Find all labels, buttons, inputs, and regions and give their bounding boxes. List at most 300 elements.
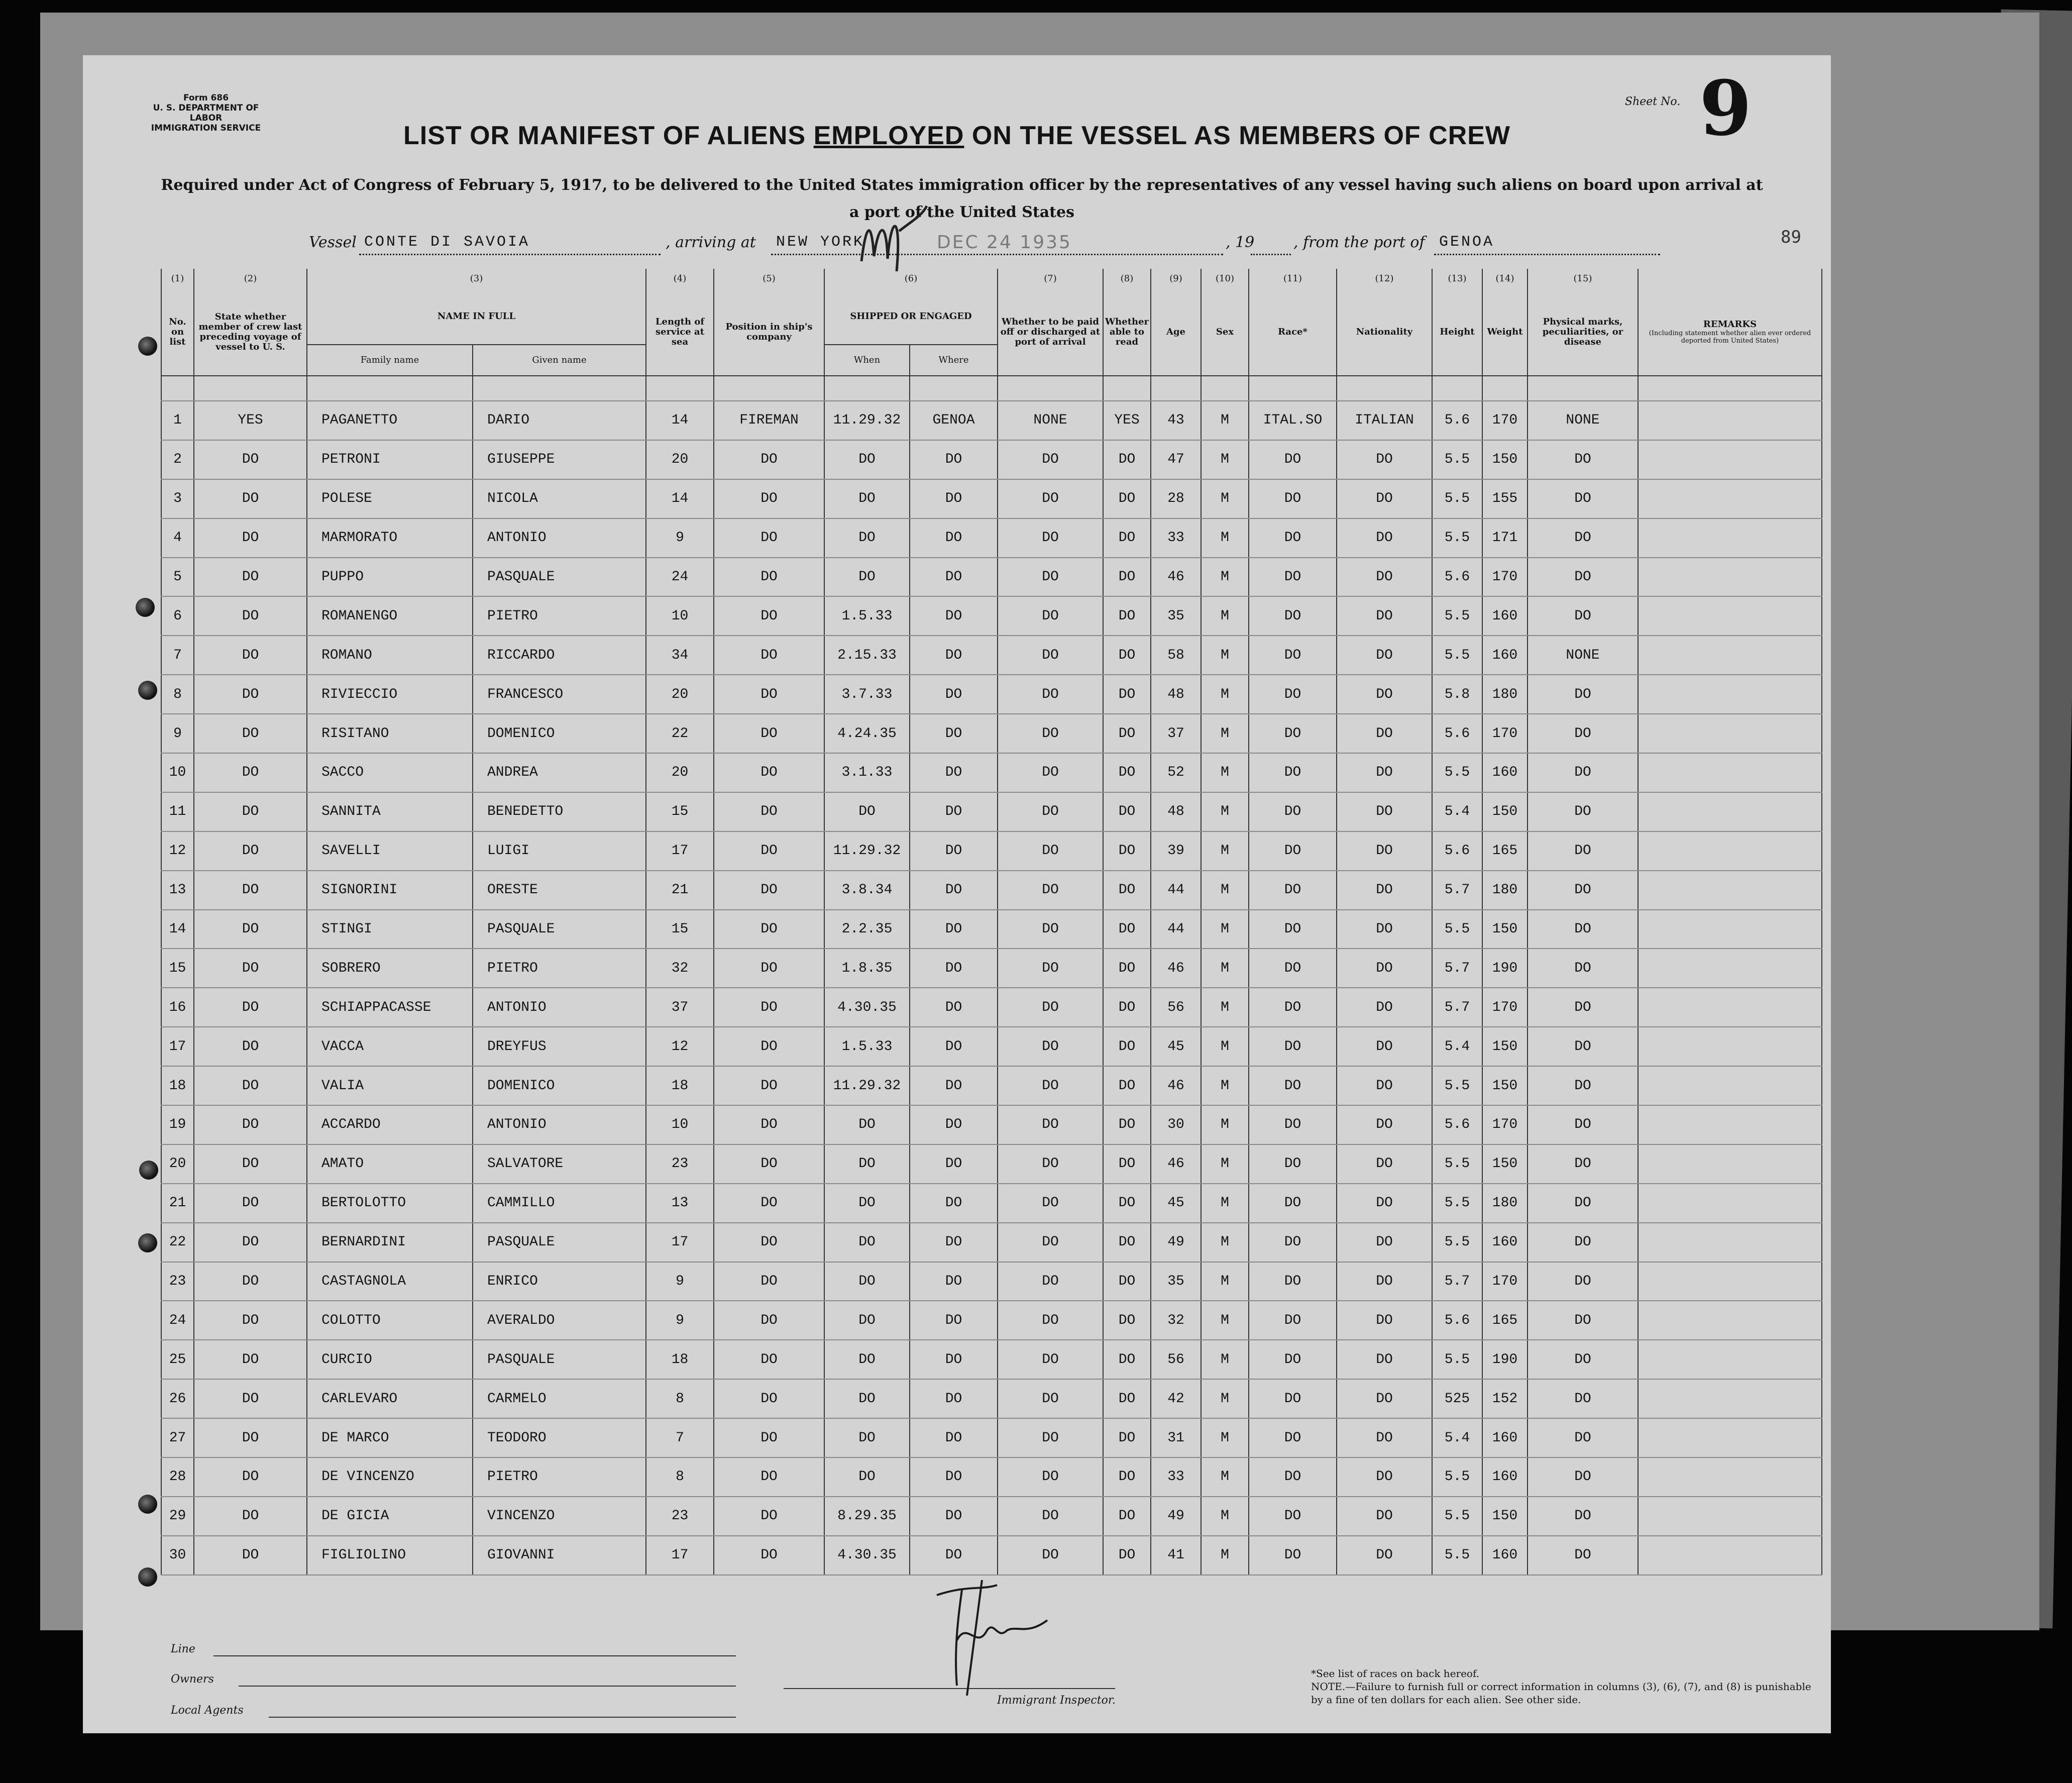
cell-where: DO: [910, 1066, 998, 1105]
cell-no: 3: [161, 479, 194, 518]
cell-remarks: [1638, 1301, 1822, 1340]
cell-position: DO: [714, 1536, 824, 1575]
cell-service: 14: [646, 401, 714, 440]
cell-weight: 150: [1482, 440, 1528, 479]
cell-sex: M: [1201, 949, 1249, 988]
cell-race: DO: [1249, 1027, 1337, 1066]
cell-weight: 160: [1482, 596, 1528, 636]
cell-age: 30: [1151, 1105, 1201, 1144]
table-row: [161, 1066, 1822, 1105]
cell-position: DO: [714, 910, 824, 949]
cell-given-name: ENRICO: [473, 1262, 646, 1301]
cell-given-name: ORESTE: [473, 871, 646, 910]
cell-race: DO: [1249, 1301, 1337, 1340]
cell-service: 12: [646, 1027, 714, 1066]
cell-age: 33: [1151, 518, 1201, 558]
cell-position: DO: [714, 1066, 824, 1105]
punch-hole: [139, 1161, 158, 1180]
cell-remarks: [1638, 831, 1822, 871]
cell-given-name: LUIGI: [473, 831, 646, 871]
cell-age: 46: [1151, 1144, 1201, 1184]
cell-previous-voyage: DO: [194, 636, 307, 675]
cell-remarks: [1638, 1536, 1822, 1575]
cell-remarks: [1638, 675, 1822, 714]
cell-weight: 160: [1482, 1223, 1528, 1262]
cell-race: DO: [1249, 1418, 1337, 1457]
cell-height: 5.6: [1432, 714, 1482, 753]
cell-service: 22: [646, 714, 714, 753]
header-nationality: Nationality: [1337, 289, 1432, 376]
cell-age: 39: [1151, 831, 1201, 871]
table-row: [161, 1223, 1822, 1262]
cell-race: DO: [1249, 675, 1337, 714]
cell-family-name: PETRONI: [307, 440, 473, 479]
header-remarks: [1638, 289, 1822, 376]
cell-age: 35: [1151, 596, 1201, 636]
cell-previous-voyage: DO: [194, 1027, 307, 1066]
cell-service: 17: [646, 1536, 714, 1575]
cell-where: DO: [910, 636, 998, 675]
cell-previous-voyage: DO: [194, 440, 307, 479]
cell-age: 49: [1151, 1223, 1201, 1262]
cell-given-name: SALVATORE: [473, 1144, 646, 1184]
cell-height: 5.5: [1432, 1223, 1482, 1262]
cell-given-name: GIUSEPPE: [473, 440, 646, 479]
cell-no: 12: [161, 831, 194, 871]
col-num-14: (14): [1482, 269, 1528, 289]
cell-sex: M: [1201, 1223, 1249, 1262]
col-num-1: (1): [161, 269, 194, 289]
cell-given-name: PASQUALE: [473, 1223, 646, 1262]
from-port-line: [1434, 254, 1660, 255]
col-num-3: (3): [307, 269, 646, 289]
cell-age: 48: [1151, 792, 1201, 831]
cell-height: 5.6: [1432, 1301, 1482, 1340]
cell-where: DO: [910, 1144, 998, 1184]
cell-read: DO: [1103, 675, 1151, 714]
cell-service: 8: [646, 1379, 714, 1418]
cell-where: DO: [910, 558, 998, 597]
cell-read: DO: [1103, 1144, 1151, 1184]
footnote: [1311, 1667, 1823, 1706]
table-row: [161, 1184, 1822, 1223]
cell-read: DO: [1103, 1066, 1151, 1105]
cell-where: DO: [910, 871, 998, 910]
cell-when: 3.7.33: [824, 675, 910, 714]
cell-height: 5.4: [1432, 1418, 1482, 1457]
cell-weight: 160: [1482, 636, 1528, 675]
cell-given-name: NICOLA: [473, 479, 646, 518]
header-position: Position in ship's company: [714, 289, 824, 376]
cell-family-name: BERNARDINI: [307, 1223, 473, 1262]
cell-nationality: DO: [1337, 1497, 1432, 1536]
cell-paid-off: DO: [998, 1418, 1103, 1457]
table-row: [161, 1497, 1822, 1536]
cell-remarks: [1638, 871, 1822, 910]
table-row: [161, 479, 1822, 518]
cell-weight: 155: [1482, 479, 1528, 518]
table-row: [161, 558, 1822, 597]
cell-when: 11.29.32: [824, 831, 910, 871]
cell-race: DO: [1249, 518, 1337, 558]
cell-nationality: DO: [1337, 1379, 1432, 1418]
cell-marks: DO: [1528, 558, 1638, 597]
cell-nationality: DO: [1337, 792, 1432, 831]
cell-remarks: [1638, 636, 1822, 675]
cell-sex: M: [1201, 401, 1249, 440]
cell-age: 33: [1151, 1457, 1201, 1497]
cell-family-name: RIVIECCIO: [307, 675, 473, 714]
cell-paid-off: DO: [998, 988, 1103, 1027]
cell-weight: 165: [1482, 1301, 1528, 1340]
cell-remarks: [1638, 949, 1822, 988]
cell-marks: DO: [1528, 714, 1638, 753]
cell-marks: DO: [1528, 1379, 1638, 1418]
cell-race: DO: [1249, 1379, 1337, 1418]
cell-when: DO: [824, 1379, 910, 1418]
cell-sex: M: [1201, 596, 1249, 636]
header-where: Where: [910, 345, 998, 376]
cell-when: DO: [824, 1418, 910, 1457]
cell-weight: 170: [1482, 558, 1528, 597]
cell-remarks: [1638, 518, 1822, 558]
cell-paid-off: DO: [998, 831, 1103, 871]
cell-no: 6: [161, 596, 194, 636]
cell-sex: M: [1201, 1457, 1249, 1497]
cell-read: DO: [1103, 1497, 1151, 1536]
page-title: [83, 121, 1831, 151]
cell-given-name: PASQUALE: [473, 910, 646, 949]
cell-position: DO: [714, 596, 824, 636]
cell-previous-voyage: DO: [194, 753, 307, 792]
cell-family-name: SOBRERO: [307, 949, 473, 988]
header-no-on-list: No. on list: [161, 289, 194, 376]
cell-age: 56: [1151, 1340, 1201, 1379]
cell-weight: 165: [1482, 831, 1528, 871]
cell-position: DO: [714, 518, 824, 558]
cell-when: DO: [824, 1223, 910, 1262]
table-row: [161, 988, 1822, 1027]
cell-sex: M: [1201, 518, 1249, 558]
table-row: [161, 753, 1822, 792]
cell-when: DO: [824, 1105, 910, 1144]
cell-family-name: RISITANO: [307, 714, 473, 753]
cell-race: DO: [1249, 479, 1337, 518]
cell-no: 2: [161, 440, 194, 479]
cell-service: 14: [646, 479, 714, 518]
cell-sex: M: [1201, 1418, 1249, 1457]
cell-where: DO: [910, 1340, 998, 1379]
cell-sex: M: [1201, 1497, 1249, 1536]
cell-sex: M: [1201, 792, 1249, 831]
col-num-6: (6): [824, 269, 998, 289]
cell-remarks: [1638, 1262, 1822, 1301]
cell-weight: 150: [1482, 1144, 1528, 1184]
cell-marks: DO: [1528, 871, 1638, 910]
cell-paid-off: DO: [998, 440, 1103, 479]
cell-where: GENOA: [910, 401, 998, 440]
cell-no: 29: [161, 1497, 194, 1536]
cell-nationality: DO: [1337, 1262, 1432, 1301]
local-agents-label: Local Agents: [171, 1704, 244, 1717]
table-row: [161, 636, 1822, 675]
header-name-in-full: NAME IN FULL: [307, 289, 646, 345]
cell-marks: DO: [1528, 1497, 1638, 1536]
cell-race: DO: [1249, 1340, 1337, 1379]
cell-no: 7: [161, 636, 194, 675]
cell-service: 18: [646, 1066, 714, 1105]
vessel-name-line: [359, 254, 661, 255]
sheet-number: 9: [1699, 64, 1752, 153]
col-num-11: (11): [1249, 269, 1337, 289]
cell-when: 3.1.33: [824, 753, 910, 792]
cell-given-name: BENEDETTO: [473, 792, 646, 831]
cell-marks: DO: [1528, 1301, 1638, 1340]
cell-nationality: DO: [1337, 988, 1432, 1027]
cell-nationality: DO: [1337, 1184, 1432, 1223]
cell-race: DO: [1249, 714, 1337, 753]
cell-paid-off: DO: [998, 1457, 1103, 1497]
cell-no: 15: [161, 949, 194, 988]
cell-no: 21: [161, 1184, 194, 1223]
header-height: Height: [1432, 289, 1482, 376]
inspector-signature: [907, 1565, 1057, 1701]
header-family-name: Family name: [307, 345, 473, 376]
punch-hole: [138, 681, 157, 700]
cell-nationality: DO: [1337, 1457, 1432, 1497]
cell-when: DO: [824, 558, 910, 597]
cell-weight: 152: [1482, 1379, 1528, 1418]
cell-remarks: [1638, 1340, 1822, 1379]
cell-family-name: SACCO: [307, 753, 473, 792]
cell-marks: NONE: [1528, 401, 1638, 440]
cell-position: DO: [714, 1262, 824, 1301]
cell-marks: NONE: [1528, 636, 1638, 675]
cell-paid-off: DO: [998, 1497, 1103, 1536]
header-length-of-service: Length of service at sea: [646, 289, 714, 376]
cell-previous-voyage: DO: [194, 988, 307, 1027]
cell-read: DO: [1103, 1262, 1151, 1301]
cell-sex: M: [1201, 753, 1249, 792]
cell-sex: M: [1201, 714, 1249, 753]
cell-when: 1.5.33: [824, 596, 910, 636]
cell-service: 10: [646, 1105, 714, 1144]
cell-when: 2.15.33: [824, 636, 910, 675]
cell-weight: 150: [1482, 1066, 1528, 1105]
cell-when: 3.8.34: [824, 871, 910, 910]
cell-sex: M: [1201, 675, 1249, 714]
cell-service: 32: [646, 949, 714, 988]
cell-read: DO: [1103, 558, 1151, 597]
table-row: [161, 1105, 1822, 1144]
cell-remarks: [1638, 714, 1822, 753]
cell-height: 5.5: [1432, 518, 1482, 558]
cell-race: DO: [1249, 440, 1337, 479]
cell-remarks: [1638, 1027, 1822, 1066]
cell-age: 44: [1151, 871, 1201, 910]
cell-weight: 170: [1482, 1105, 1528, 1144]
cell-where: DO: [910, 479, 998, 518]
cell-service: 21: [646, 871, 714, 910]
table-row: [161, 1457, 1822, 1497]
cell-where: DO: [910, 1027, 998, 1066]
table-row: [161, 401, 1822, 440]
cell-where: DO: [910, 792, 998, 831]
cell-paid-off: DO: [998, 1262, 1103, 1301]
cell-when: 11.29.32: [824, 1066, 910, 1105]
cell-sex: M: [1201, 1144, 1249, 1184]
cell-read: DO: [1103, 1536, 1151, 1575]
header-given-name: Given name: [473, 345, 646, 376]
cell-given-name: PIETRO: [473, 596, 646, 636]
cell-weight: 160: [1482, 1536, 1528, 1575]
cell-previous-voyage: DO: [194, 1379, 307, 1418]
cell-nationality: DO: [1337, 831, 1432, 871]
cell-marks: DO: [1528, 1144, 1638, 1184]
cell-race: DO: [1249, 1144, 1337, 1184]
col-num-8: (8): [1103, 269, 1151, 289]
cell-previous-voyage: DO: [194, 949, 307, 988]
col-num-5: (5): [714, 269, 824, 289]
cell-where: DO: [910, 949, 998, 988]
cell-previous-voyage: DO: [194, 1457, 307, 1497]
cell-family-name: DE MARCO: [307, 1418, 473, 1457]
cell-height: 5.6: [1432, 831, 1482, 871]
cell-paid-off: DO: [998, 558, 1103, 597]
cell-race: DO: [1249, 1184, 1337, 1223]
cell-no: 9: [161, 714, 194, 753]
cell-given-name: DOMENICO: [473, 1066, 646, 1105]
cell-nationality: DO: [1337, 596, 1432, 636]
col-num-remarks: [1638, 269, 1822, 289]
cell-race: DO: [1249, 1536, 1337, 1575]
cell-given-name: CARMELO: [473, 1379, 646, 1418]
pencil-number: 89: [1781, 227, 1801, 247]
table-row: [161, 792, 1822, 831]
cell-given-name: DREYFUS: [473, 1027, 646, 1066]
manifest-page: [83, 55, 1831, 1733]
cell-no: 24: [161, 1301, 194, 1340]
cell-remarks: [1638, 1066, 1822, 1105]
cell-height: 5.7: [1432, 1262, 1482, 1301]
year-label: , 19: [1226, 234, 1255, 251]
cell-paid-off: DO: [998, 1144, 1103, 1184]
cell-marks: DO: [1528, 1418, 1638, 1457]
cell-given-name: DARIO: [473, 401, 646, 440]
cell-service: 9: [646, 1301, 714, 1340]
cell-marks: DO: [1528, 949, 1638, 988]
cell-nationality: DO: [1337, 1027, 1432, 1066]
table-row: [161, 440, 1822, 479]
cell-service: 9: [646, 518, 714, 558]
cell-where: DO: [910, 440, 998, 479]
cell-sex: M: [1201, 1066, 1249, 1105]
cell-paid-off: DO: [998, 596, 1103, 636]
cell-weight: 160: [1482, 753, 1528, 792]
cell-paid-off: DO: [998, 518, 1103, 558]
cell-marks: DO: [1528, 1184, 1638, 1223]
cell-weight: 171: [1482, 518, 1528, 558]
cell-service: 20: [646, 753, 714, 792]
cell-where: DO: [910, 1301, 998, 1340]
cell-when: 4.30.35: [824, 1536, 910, 1575]
cell-age: 31: [1151, 1418, 1201, 1457]
cell-position: DO: [714, 1223, 824, 1262]
cell-age: 41: [1151, 1536, 1201, 1575]
col-num-2: (2): [194, 269, 307, 289]
cell-family-name: BERTOLOTTO: [307, 1184, 473, 1223]
cell-family-name: STINGI: [307, 910, 473, 949]
cell-paid-off: DO: [998, 1027, 1103, 1066]
cell-nationality: DO: [1337, 1340, 1432, 1379]
cell-previous-voyage: DO: [194, 871, 307, 910]
cell-position: DO: [714, 1105, 824, 1144]
cell-service: 15: [646, 792, 714, 831]
cell-service: 23: [646, 1497, 714, 1536]
owners-label: Owners: [171, 1673, 214, 1686]
cell-age: 49: [1151, 1497, 1201, 1536]
cell-paid-off: DO: [998, 910, 1103, 949]
year-line: [1251, 254, 1291, 255]
cell-position: DO: [714, 440, 824, 479]
cell-marks: DO: [1528, 831, 1638, 871]
cell-service: 17: [646, 831, 714, 871]
department-name: U. S. DEPARTMENT OF LABOR: [153, 103, 259, 123]
cell-race: DO: [1249, 988, 1337, 1027]
cell-no: 20: [161, 1144, 194, 1184]
cell-age: 45: [1151, 1184, 1201, 1223]
col-num-15: (15): [1528, 269, 1638, 289]
cell-where: DO: [910, 988, 998, 1027]
table-row: [161, 1027, 1822, 1066]
cell-family-name: SCHIAPPACASSE: [307, 988, 473, 1027]
cell-read: DO: [1103, 1379, 1151, 1418]
cell-when: DO: [824, 1144, 910, 1184]
service-name: IMMIGRATION SERVICE: [151, 123, 261, 133]
cell-marks: DO: [1528, 479, 1638, 518]
cell-paid-off: DO: [998, 1301, 1103, 1340]
table-row: [161, 871, 1822, 910]
cell-given-name: PIETRO: [473, 949, 646, 988]
cell-weight: 150: [1482, 1497, 1528, 1536]
cell-sex: M: [1201, 1184, 1249, 1223]
vessel-label: Vessel: [309, 234, 357, 251]
cell-when: DO: [824, 440, 910, 479]
col-num-10: (10): [1201, 269, 1249, 289]
cell-no: 23: [161, 1262, 194, 1301]
cell-paid-off: DO: [998, 1340, 1103, 1379]
cell-nationality: DO: [1337, 949, 1432, 988]
cell-position: DO: [714, 479, 824, 518]
cell-height: 5.7: [1432, 949, 1482, 988]
cell-family-name: COLOTTO: [307, 1301, 473, 1340]
cell-sex: M: [1201, 910, 1249, 949]
cell-read: DO: [1103, 1457, 1151, 1497]
cell-remarks: [1638, 1223, 1822, 1262]
cell-read: DO: [1103, 1105, 1151, 1144]
inspector-label: Immigrant Inspector.: [997, 1694, 1116, 1707]
cell-previous-voyage: DO: [194, 1497, 307, 1536]
cell-paid-off: DO: [998, 479, 1103, 518]
cell-weight: 150: [1482, 1027, 1528, 1066]
cell-age: 47: [1151, 440, 1201, 479]
cell-race: DO: [1249, 871, 1337, 910]
title-underlined: EMPLOYED: [813, 121, 964, 150]
punch-hole: [138, 1495, 157, 1514]
cell-when: DO: [824, 1457, 910, 1497]
cell-no: 19: [161, 1105, 194, 1144]
cell-service: 15: [646, 910, 714, 949]
